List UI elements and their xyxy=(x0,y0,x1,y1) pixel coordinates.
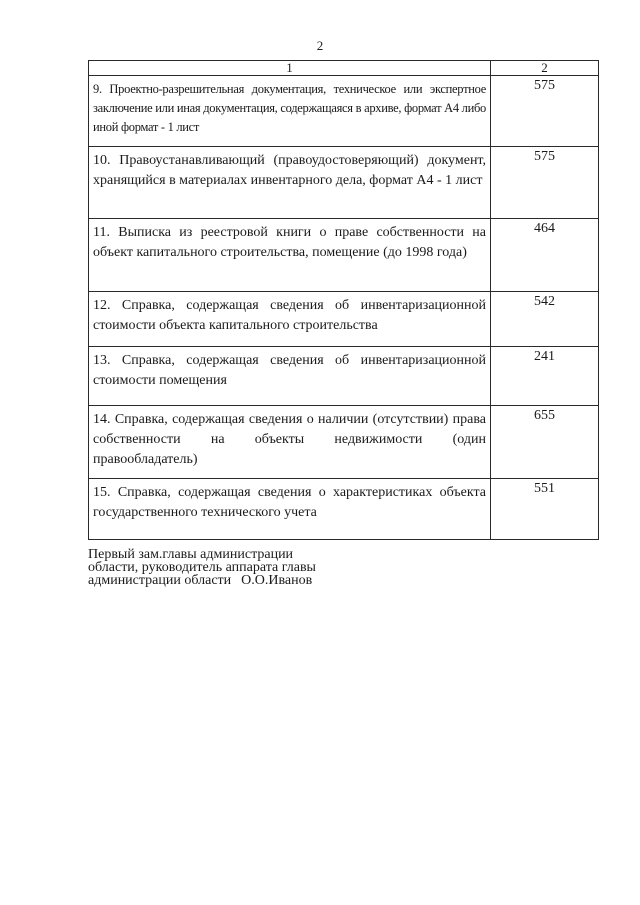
service-description: 12. Справка, содержащая сведения об инвентаризационной стоимости объекта капитального строительства xyxy=(89,292,491,347)
signature-position-line-1: Первый зам.главы администрации xyxy=(88,547,294,562)
table-row xyxy=(89,147,599,219)
service-description: 15. Справка, содержащая сведения о характеристиках объекта государственного технического учета xyxy=(89,479,491,540)
signature-position-line-2: области, руководитель аппарата главы xyxy=(88,560,316,575)
service-fee: 575 xyxy=(491,76,599,147)
column-header-value: 2 xyxy=(491,61,599,76)
service-fee: 464 xyxy=(491,219,599,292)
service-fee: 551 xyxy=(491,479,599,540)
service-description: 10. Правоустанавливающий (правоудостоверяющий) документ, хранящийся в материалах инвентарного дела, формат А4 - 1 лист xyxy=(89,147,491,219)
fees-table xyxy=(88,60,599,540)
service-fee: 542 xyxy=(491,292,599,347)
service-fee: 575 xyxy=(491,147,599,219)
signature-position-line-3: администрации области xyxy=(88,573,232,588)
service-description: 13. Справка, содержащая сведения об инвентаризационной стоимости помещения xyxy=(89,347,491,406)
service-description: 11. Выписка из реестровой книги о праве собственности на объект капитального строительства, помещение (до 1998 года) xyxy=(89,219,491,292)
table-row xyxy=(89,479,599,540)
table-row xyxy=(89,76,599,147)
table-row xyxy=(89,347,599,406)
table-row xyxy=(89,406,599,479)
service-fee: 655 xyxy=(491,406,599,479)
table-row xyxy=(89,219,599,292)
table-header-row xyxy=(89,61,599,76)
table-row xyxy=(89,292,599,347)
signature-block xyxy=(88,548,316,587)
service-description: 9. Проектно-разрешительная документация, техническое или экспертное заключение или иная документация, содержащаяся в архиве, формат А4 либо иной формат - 1 лист xyxy=(89,76,491,147)
signatory-name: О.О.Иванов xyxy=(241,573,313,588)
column-header-description: 1 xyxy=(89,61,491,76)
page-number: 2 xyxy=(316,38,324,53)
service-description: 14. Справка, содержащая сведения о наличии (отсутствии) права собственности на объекты недвижимости (один правообладатель) xyxy=(89,406,491,479)
service-fee: 241 xyxy=(491,347,599,406)
